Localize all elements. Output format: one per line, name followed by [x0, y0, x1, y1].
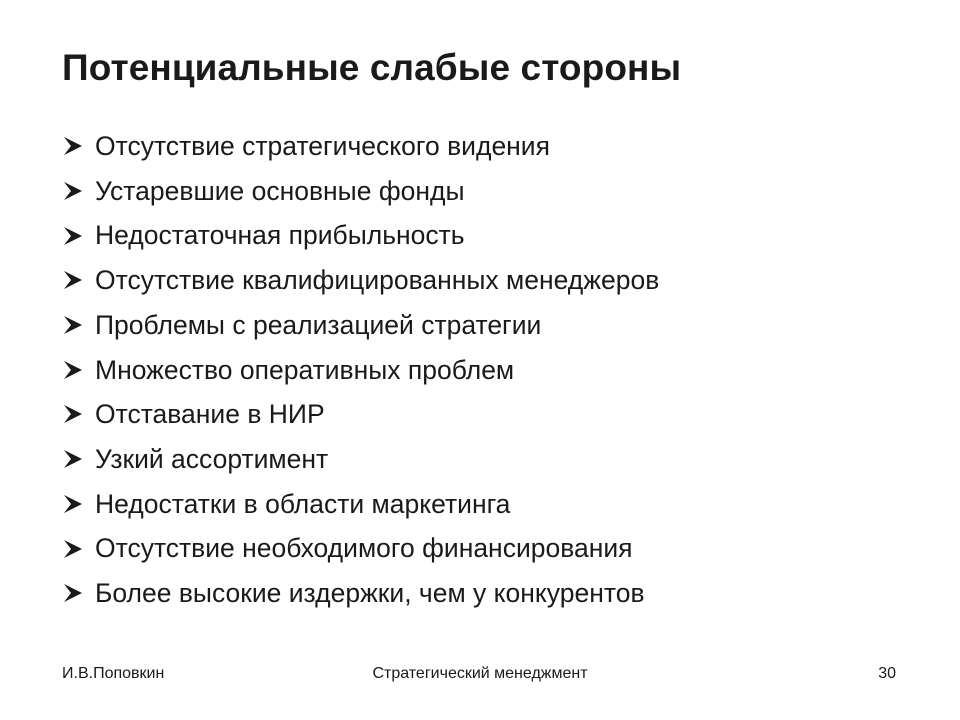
bullet-text: Отсутствие квалифицированных менеджеров	[95, 265, 660, 296]
bullet-text: Проблемы с реализацией стратегии	[95, 309, 542, 340]
arrowhead-bullet-icon	[62, 535, 86, 563]
arrowhead-bullet-icon	[62, 356, 86, 384]
arrowhead-bullet-icon	[62, 400, 86, 428]
list-item	[62, 526, 659, 571]
bullet-text: Отсутствие стратегического видения	[95, 131, 550, 162]
footer-page-number: 30	[878, 665, 896, 682]
footer-author: И.В.Поповкин	[62, 665, 165, 682]
bullet-text: Отсутствие необходимого финансирования	[95, 533, 633, 564]
bullet-text: Недостаточная прибыльность	[95, 220, 465, 251]
list-item	[62, 258, 659, 303]
arrowhead-bullet-icon	[62, 445, 86, 473]
bullet-text: Устаревшие основные фонды	[95, 175, 465, 206]
arrowhead-bullet-icon	[62, 177, 86, 205]
list-item	[62, 347, 659, 392]
list-item	[62, 437, 659, 482]
bullet-text: Отставание в НИР	[95, 399, 325, 430]
list-item	[62, 213, 659, 258]
list-item	[62, 571, 659, 616]
list-item	[62, 124, 659, 169]
list-item	[62, 392, 659, 437]
arrowhead-bullet-icon	[62, 132, 86, 160]
arrowhead-bullet-icon	[62, 311, 86, 339]
arrowhead-bullet-icon	[62, 490, 86, 518]
arrowhead-bullet-icon	[62, 266, 86, 294]
list-item	[62, 169, 659, 214]
bullet-text: Множество оперативных проблем	[95, 354, 515, 385]
slide-title: Потенциальные слабые стороны	[62, 47, 682, 88]
bullet-text: Более высокие издержки, чем у конкурентов	[95, 577, 645, 608]
weaknesses-list	[62, 124, 659, 616]
footer-course-title: Стратегический менеджмент	[372, 665, 588, 682]
bullet-text: Узкий ассортимент	[95, 443, 329, 474]
arrowhead-bullet-icon	[62, 222, 86, 250]
arrowhead-bullet-icon	[62, 579, 86, 607]
bullet-text: Недостатки в области маркетинга	[95, 488, 511, 519]
list-item	[62, 482, 659, 527]
list-item	[62, 303, 659, 348]
